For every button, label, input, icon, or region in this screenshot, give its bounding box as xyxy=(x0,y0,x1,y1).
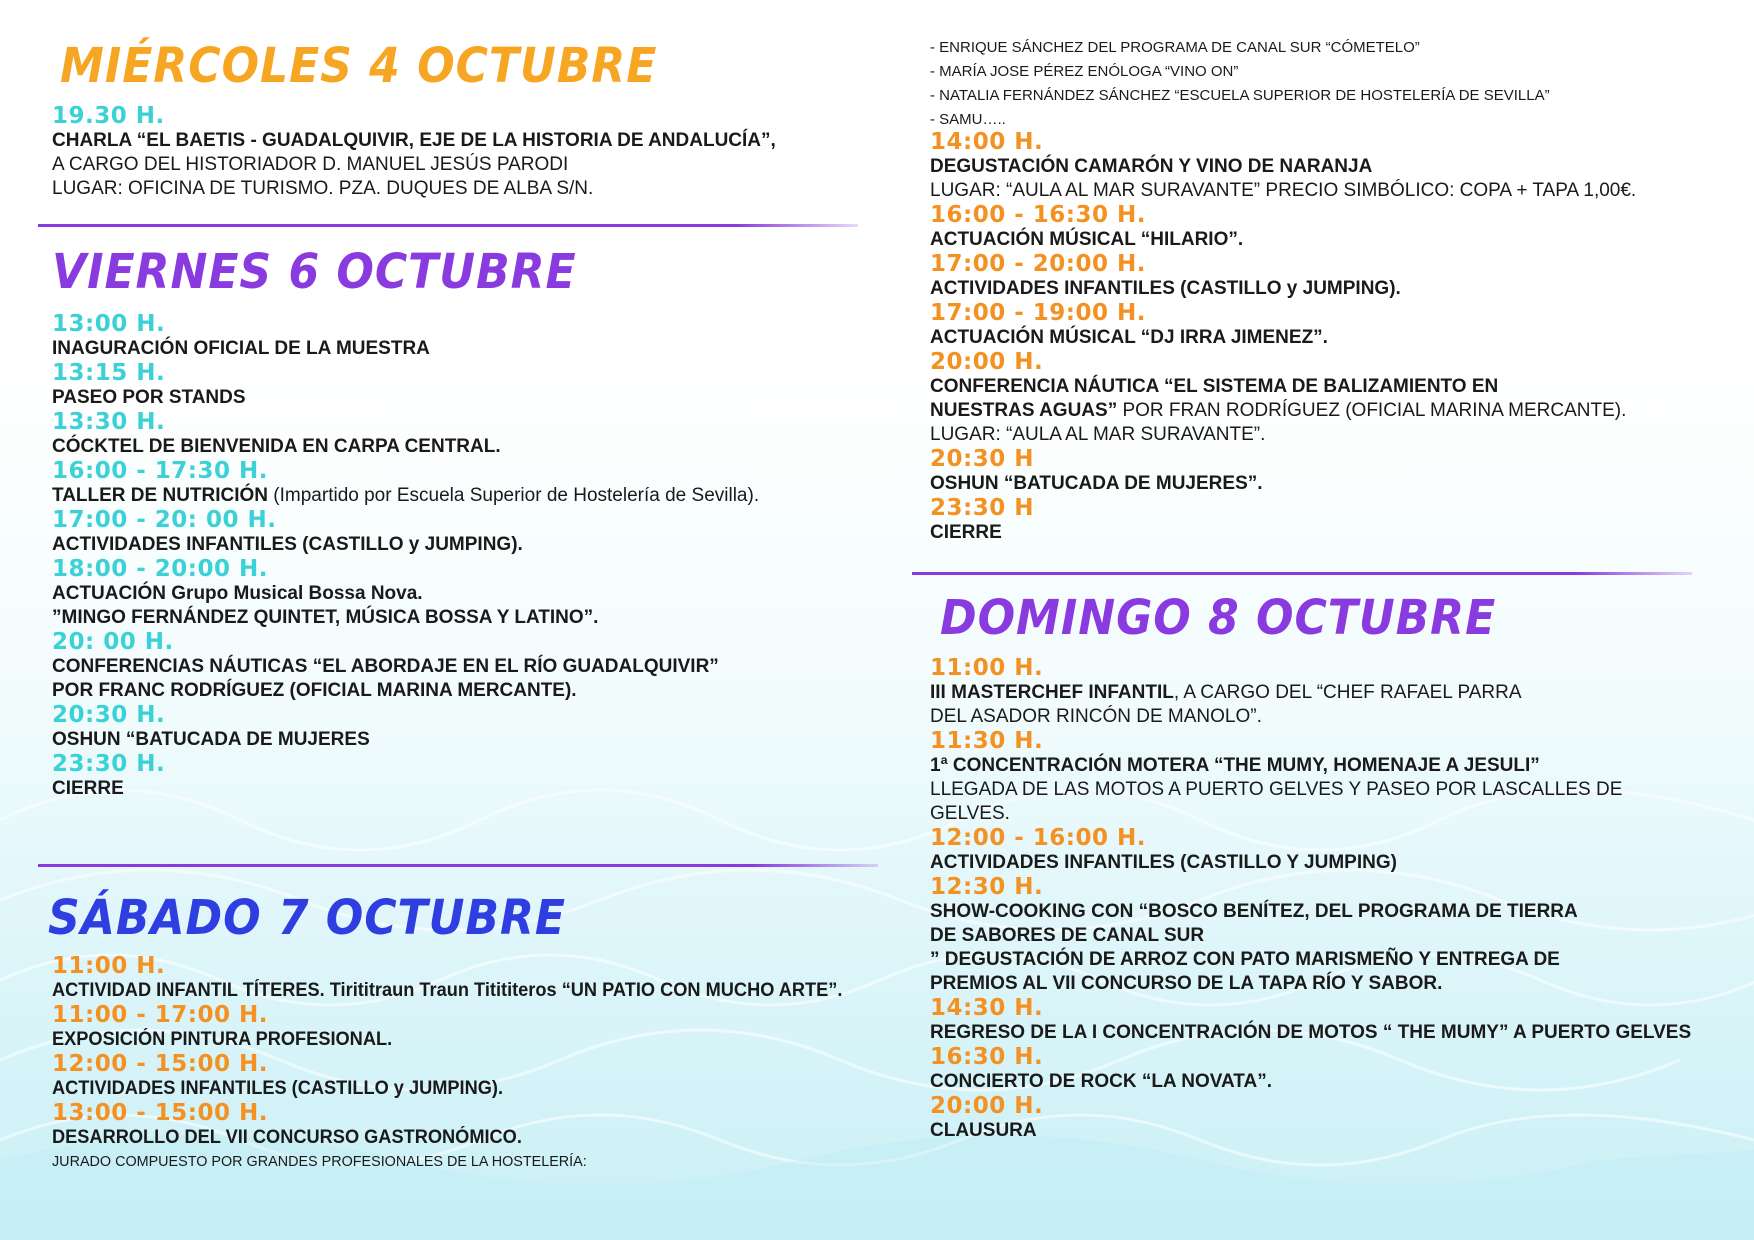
event-line xyxy=(930,754,1691,778)
event-line xyxy=(930,851,1691,875)
event-time: 12:00 - 15:00 H. xyxy=(52,1051,268,1077)
event-item xyxy=(930,826,1691,875)
section-divider xyxy=(38,864,878,867)
event-time: 17:00 - 19:00 H. xyxy=(930,300,1146,326)
event-text-bold: CONFERENCIA NÁUTICA “EL SISTEMA DE BALIZAMIENTO EN xyxy=(930,376,1499,397)
event-line xyxy=(930,1070,1691,1094)
jurado-item: - NATALIA FERNÁNDEZ SÁNCHEZ “ESCUELA SUPERIOR DE HOSTELERÍA DE SEVILLA” xyxy=(930,87,1550,104)
event-text-bold: NUESTRAS AGUAS” xyxy=(930,400,1118,421)
event-line xyxy=(930,521,1636,545)
event-line xyxy=(52,777,759,801)
event-time: 11:00 H. xyxy=(930,655,1044,681)
event-text-bold: SHOW-COOKING CON “BOSCO BENÍTEZ, DEL PROGRAMA DE TIERRA xyxy=(930,901,1578,922)
event-text-bold: OSHUN “BATUCADA DE MUJERES xyxy=(52,729,370,750)
event-line xyxy=(52,386,759,410)
event-line xyxy=(930,900,1691,924)
event-text-bold: DESARROLLO DEL VII CONCURSO GASTRONÓMICO. xyxy=(52,1127,522,1148)
event-line xyxy=(52,1150,842,1174)
event-time: 13:30 H. xyxy=(52,409,166,435)
event-text: LUGAR: “AULA AL MAR SURAVANTE” PRECIO SIMBÓLICO: COPA + TAPA 1,00€. xyxy=(930,180,1637,201)
event-time: 16:00 - 16:30 H. xyxy=(930,202,1146,228)
section-divider xyxy=(912,572,1692,575)
event-text-bold: INAGURACIÓN OFICIAL DE LA MUESTRA xyxy=(52,338,430,359)
event-text-bold: PASEO POR STANDS xyxy=(52,387,246,408)
event-time: 14:00 H. xyxy=(930,129,1044,155)
event-text: (Impartido por Escuela Superior de Hostelería de Sevilla). xyxy=(268,485,760,506)
event-line xyxy=(52,582,759,606)
event-item xyxy=(52,557,759,630)
event-text-bold: ” DEGUSTACIÓN DE ARROZ CON PATO MARISMEÑO Y ENTREGA DE xyxy=(930,949,1560,970)
schedule-viernes xyxy=(52,312,759,801)
event-line xyxy=(52,1126,842,1150)
event-text-bold: ACTUACIÓN MÚSICAL “DJ IRRA JIMENEZ”. xyxy=(930,327,1328,348)
event-line xyxy=(52,679,759,703)
event-line xyxy=(52,655,759,679)
event-text: POR FRAN RODRÍGUEZ (OFICIAL MARINA MERCANTE). xyxy=(1117,400,1627,421)
event-time: 11:30 H. xyxy=(930,728,1044,754)
event-text-bold: CLAUSURA xyxy=(930,1120,1037,1141)
event-line xyxy=(52,728,759,752)
event-time: 12:00 - 16:00 H. xyxy=(930,825,1146,851)
event-line xyxy=(52,484,759,508)
jurado-item: - ENRIQUE SÁNCHEZ DEL PROGRAMA DE CANAL SUR “CÓMETELO” xyxy=(930,39,1420,56)
event-text-bold: CIERRE xyxy=(52,778,124,799)
event-line xyxy=(930,277,1636,301)
event-time: 11:00 H. xyxy=(52,953,166,979)
event-line xyxy=(52,1028,842,1052)
event-line xyxy=(52,979,842,1003)
event-text-bold: ”MINGO FERNÁNDEZ QUINTET, MÚSICA BOSSA Y LATINO”. xyxy=(52,607,599,628)
event-line xyxy=(930,1119,1691,1143)
event-item xyxy=(52,1052,877,1101)
event-item xyxy=(52,752,759,801)
event-time: 16:00 - 17:30 H. xyxy=(52,458,268,484)
jurado-item: - MARÍA JOSE PÉREZ ENÓLOGA “VINO ON” xyxy=(930,63,1239,80)
event-time: 16:30 H. xyxy=(930,1044,1044,1070)
event-text-bold: III MASTERCHEF INFANTIL xyxy=(930,682,1174,703)
jurado-list xyxy=(930,36,1550,132)
event-line xyxy=(52,606,759,630)
event-time: 19.30 H. xyxy=(52,103,165,129)
event-line xyxy=(930,399,1636,423)
event-text-bold: OSHUN “BATUCADA DE MUJERES”. xyxy=(930,473,1263,494)
event-item xyxy=(52,459,759,508)
event-line xyxy=(930,472,1636,496)
event-item xyxy=(52,703,759,752)
event-line xyxy=(52,337,759,361)
event-line xyxy=(930,228,1636,252)
event-item xyxy=(52,1003,877,1052)
event-line xyxy=(52,533,759,557)
event-text-bold: ACTIVIDADES INFANTILES (CASTILLO Y JUMPING) xyxy=(930,852,1397,873)
section-divider xyxy=(38,224,858,227)
event-time: 23:30 H. xyxy=(52,751,166,777)
event-time: 20:30 H. xyxy=(52,702,166,728)
event-item xyxy=(930,729,1691,826)
day-title-viernes: VIERNES 6 OCTUBRE xyxy=(52,244,577,300)
event-item xyxy=(930,252,1636,301)
event-text-bold: POR FRANC RODRÍGUEZ (OFICIAL MARINA MERCANTE). xyxy=(52,680,577,701)
event-item xyxy=(52,954,877,1003)
event-text-bold: EXPOSICIÓN PINTURA PROFESIONAL. xyxy=(52,1029,393,1050)
event-time: 12:30 H. xyxy=(930,874,1044,900)
event-item xyxy=(930,496,1636,545)
event-text-bold: PREMIOS AL VII CONCURSO DE LA TAPA RÍO Y SABOR. xyxy=(930,973,1443,994)
event-line xyxy=(930,375,1636,399)
event-text-bold: CHARLA “EL BAETIS - GUADALQUIVIR, EJE DE LA HISTORIA DE ANDALUCÍA”, xyxy=(52,130,776,151)
jurado-item: - SAMU….. xyxy=(930,111,1006,128)
event-time: 13:15 H. xyxy=(52,360,166,386)
schedule-sabado-cont xyxy=(930,130,1636,545)
event-text-bold: ACTUACIÓN MÚSICAL “HILARIO”. xyxy=(930,229,1244,250)
event-time: 20:00 H. xyxy=(930,349,1044,375)
event-item xyxy=(930,875,1691,996)
event-line xyxy=(930,705,1691,729)
event-line xyxy=(930,972,1691,996)
event-line xyxy=(52,435,759,459)
event-text: A CARGO DEL HISTORIADOR D. MANUEL JESÚS PARODI xyxy=(52,154,569,175)
event-text-bold: TALLER DE NUTRICIÓN xyxy=(52,485,269,506)
day-title-domingo: DOMINGO 8 OCTUBRE xyxy=(940,590,1497,646)
event-time: 11:00 - 17:00 H. xyxy=(52,1002,268,1028)
event-item xyxy=(930,1094,1691,1143)
event-line xyxy=(930,802,1691,826)
day-title-miercoles: MIÉRCOLES 4 OCTUBRE xyxy=(60,38,658,94)
event-text-bold: 1ª CONCENTRACIÓN MOTERA “THE MUMY, HOMENAJE A JESULI” xyxy=(930,755,1540,776)
event-line xyxy=(930,778,1691,802)
event-text: LUGAR: “AULA AL MAR SURAVANTE”. xyxy=(930,424,1266,445)
event-time: 17:00 - 20:00 H. xyxy=(930,251,1146,277)
event-time: 17:00 - 20: 00 H. xyxy=(52,507,277,533)
event-item xyxy=(930,656,1691,729)
event-time: 13:00 H. xyxy=(52,311,166,337)
event-line xyxy=(930,326,1636,350)
event-text: JURADO COMPUESTO POR GRANDES PROFESIONALES DE LA HOSTELERÍA: xyxy=(52,1153,587,1170)
event-text-bold: ACTUACIÓN Grupo Musical Bossa Nova. xyxy=(52,583,423,604)
event-line xyxy=(930,179,1636,203)
event-line xyxy=(930,155,1636,179)
event-time: 14:30 H. xyxy=(930,995,1044,1021)
event-text-bold: ACTIVIDAD INFANTIL TÍTERES. Tirititraun Traun Titititeros “UN PATIO CON MUCHO ARTE”. xyxy=(52,980,843,1001)
event-item xyxy=(930,130,1636,203)
event-text-bold: ACTIVIDADES INFANTILES (CASTILLO y JUMPING). xyxy=(52,534,523,555)
event-time: 20:00 H. xyxy=(930,1093,1044,1119)
schedule-sabado xyxy=(52,954,877,1174)
event-text-bold: DEGUSTACIÓN CAMARÓN Y VINO DE NARANJA xyxy=(930,156,1373,177)
event-item xyxy=(52,410,759,459)
event-item xyxy=(52,630,759,703)
event-time: 23:30 H xyxy=(930,495,1034,521)
event-text-bold: ACTIVIDADES INFANTILES (CASTILLO y JUMPING). xyxy=(930,278,1401,299)
event-text-bold: ACTIVIDADES INFANTILES (CASTILLO y JUMPING). xyxy=(52,1078,504,1099)
event-item xyxy=(52,1101,877,1174)
event-line xyxy=(930,681,1691,705)
event-text-bold: CÓCKTEL DE BIENVENIDA EN CARPA CENTRAL. xyxy=(52,436,501,457)
event-line xyxy=(52,153,776,177)
event-text: GELVES. xyxy=(930,803,1010,824)
event-line xyxy=(930,1021,1691,1045)
event-text: LUGAR: OFICINA DE TURISMO. PZA. DUQUES DE ALBA S/N. xyxy=(52,178,594,199)
event-item xyxy=(52,104,776,201)
event-time: 18:00 - 20:00 H. xyxy=(52,556,268,582)
event-line xyxy=(930,948,1691,972)
event-line xyxy=(52,1077,842,1101)
event-time: 20: 00 H. xyxy=(52,629,174,655)
event-line xyxy=(52,129,776,153)
event-text-bold: CONFERENCIAS NÁUTICAS “EL ABORDAJE EN EL RÍO GUADALQUIVIR” xyxy=(52,656,719,677)
event-line xyxy=(930,423,1636,447)
event-item xyxy=(930,447,1636,496)
event-text-bold: REGRESO DE LA I CONCENTRACIÓN DE MOTOS “ THE MUMY” A PUERTO GELVES xyxy=(930,1022,1692,1043)
event-item xyxy=(52,508,759,557)
day-title-sabado: SÁBADO 7 OCTUBRE xyxy=(48,890,566,946)
event-item xyxy=(52,361,759,410)
event-text: , A CARGO DEL “CHEF RAFAEL PARRA xyxy=(1173,682,1522,703)
event-text: LLEGADA DE LAS MOTOS A PUERTO GELVES Y PASEO POR LASCALLES DE xyxy=(930,779,1623,800)
event-time: 20:30 H xyxy=(930,446,1034,472)
event-item xyxy=(930,301,1636,350)
event-text-bold: CIERRE xyxy=(930,522,1002,543)
schedule-miercoles xyxy=(52,104,776,201)
event-item xyxy=(930,350,1636,447)
schedule-domingo xyxy=(930,656,1691,1143)
event-line xyxy=(930,924,1691,948)
event-text-bold: CONCIERTO DE ROCK “LA NOVATA”. xyxy=(930,1071,1272,1092)
event-item xyxy=(930,996,1691,1045)
event-time: 13:00 - 15:00 H. xyxy=(52,1100,268,1126)
event-item xyxy=(930,1045,1691,1094)
event-item xyxy=(52,312,759,361)
event-text: DEL ASADOR RINCÓN DE MANOLO”. xyxy=(930,706,1262,727)
event-text-bold: DE SABORES DE CANAL SUR xyxy=(930,925,1205,946)
event-line xyxy=(52,177,776,201)
event-item xyxy=(930,203,1636,252)
